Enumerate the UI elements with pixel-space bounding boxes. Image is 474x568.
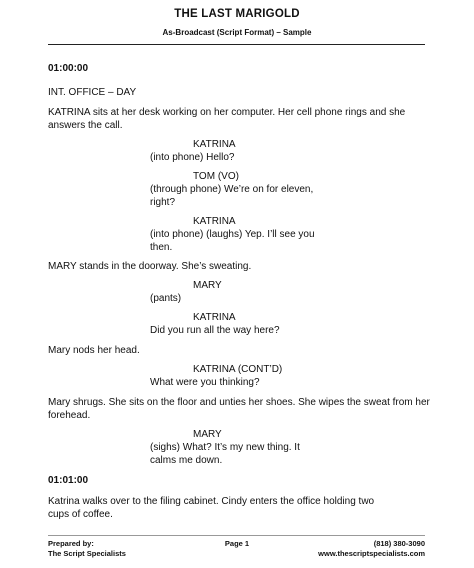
action-line: KATRINA sits at her desk working on her computer. Her cell phone rings and she bbox=[48, 107, 406, 118]
dialogue-line: Did you run all the way here? bbox=[150, 325, 280, 336]
footer-prepared-label: Prepared by: bbox=[48, 539, 94, 548]
scene-heading: INT. OFFICE – DAY bbox=[48, 87, 137, 98]
action-line: Mary shrugs. She sits on the floor and unties her shoes. She wipes the sweat from her bbox=[48, 397, 430, 408]
action-line: MARY stands in the doorway. She’s sweating. bbox=[48, 261, 252, 272]
footer-divider bbox=[48, 535, 425, 536]
dialogue-line: right? bbox=[150, 197, 176, 208]
dialogue-line: calms me down. bbox=[150, 455, 223, 466]
character-name: KATRINA bbox=[193, 139, 236, 150]
parenthetical: (pants) bbox=[150, 293, 182, 304]
action-line: forehead. bbox=[48, 410, 91, 421]
action-line: answers the call. bbox=[48, 120, 123, 131]
action-line: cups of coffee. bbox=[48, 509, 113, 520]
character-name: MARY bbox=[193, 280, 222, 291]
action-line: Katrina walks over to the filing cabinet. Cindy enters the office holding two bbox=[48, 496, 375, 507]
timecode-2: 01:01:00 bbox=[48, 475, 89, 486]
character-name: MARY bbox=[193, 429, 222, 440]
dialogue-line: (through phone) We’re on for eleven, bbox=[150, 184, 314, 195]
character-name: TOM (VO) bbox=[193, 171, 239, 182]
dialogue-line: then. bbox=[150, 242, 173, 253]
footer-website: www.thescriptspecialists.com bbox=[318, 549, 425, 558]
footer-page-number: Page 1 bbox=[224, 539, 250, 548]
character-name: KATRINA bbox=[193, 216, 236, 227]
dialogue-line: What were you thinking? bbox=[150, 377, 260, 388]
header-divider bbox=[48, 44, 425, 45]
dialogue-line: (into phone) (laughs) Yep. I’ll see you bbox=[150, 229, 315, 240]
script-subtitle: As-Broadcast (Script Format) – Sample bbox=[162, 28, 312, 37]
dialogue-line: (sighs) What? It’s my new thing. It bbox=[150, 442, 300, 453]
footer-phone: (818) 380-3090 bbox=[373, 539, 425, 548]
dialogue-line: (into phone) Hello? bbox=[150, 152, 235, 163]
action-line: Mary nods her head. bbox=[48, 345, 140, 356]
character-name: KATRINA (CONT’D) bbox=[193, 364, 283, 375]
script-title: THE LAST MARIGOLD bbox=[174, 8, 300, 20]
footer-prepared-by: The Script Specialists bbox=[48, 549, 126, 558]
character-name: KATRINA bbox=[193, 312, 236, 323]
timecode-1: 01:00:00 bbox=[48, 63, 89, 74]
